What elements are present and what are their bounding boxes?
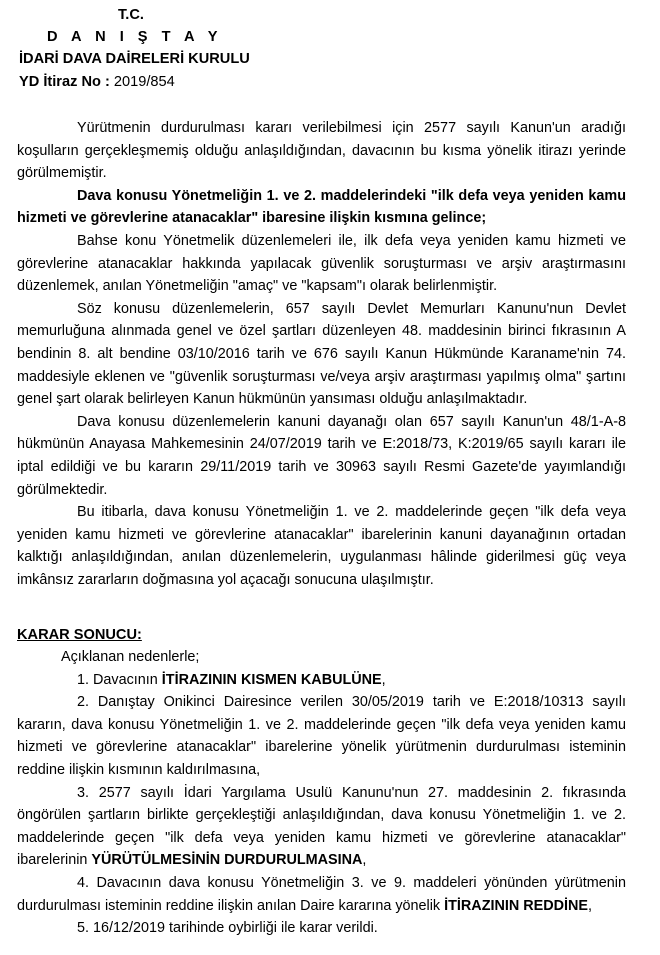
item-3-end: , [362, 852, 367, 869]
header-tc: T.C. [118, 7, 144, 23]
item-3-bold: YÜRÜTÜLMESİNİN DURDURULMASINA [91, 852, 363, 869]
decision-item-5: 5. 16/12/2019 tarihinde oybirliği ile karar verildi. [77, 920, 378, 937]
decision-intro: Açıklanan nedenlerle; [61, 649, 200, 665]
decision-item-4 [17, 872, 626, 917]
header-board-name: İDARİ DAVA DAİRELERİ KURULU [19, 51, 250, 67]
case-number-value: 2019/854 [113, 74, 175, 90]
decision-item-3 [17, 782, 626, 872]
paragraph-6: Bu itibarla, dava konusu Yönetmeliğin 1. ve 2. maddelerinde geçen "ilk defa veya yeniden kamu hizmeti ve görevlerine atanacaklar" ibarelerinin kanuni dayanağının ortadan kalktığı anlaşıldığından, anılan düzenlemelerin, uygulanması hâlinde giderilmesi güç veya imkânsız zararların doğmasına yol açacağı sonucuna ulaşılmıştır. [17, 504, 626, 588]
paragraph-3: Bahse konu Yönetmelik düzenlemeleri ile, ilk defa veya yeniden kamu hizmeti ve görevlerine atanacaklar hakkında yapılacak güvenlik soruşturması ve arşiv araştırmasını düzenlemek, anılan Yönetmeliğin "amaç" ve "kapsam"ı olarak belirlenmiştir. [17, 232, 626, 295]
paragraph-5: Dava konusu düzenlemelerin kanuni dayanağı olan 657 sayılı Kanun'un 48/1-A-8 hükmünün Anayasa Mahkemesinin 24/07/2019 tarih ve E:2018/73, K:2019/65 sayılı kararı ile iptal edildiği ve bu kararın 29/11/2019 tarih ve 30963 sayılı Resmi Gazete'de yayımlandığı görülmektedir. [17, 413, 626, 498]
item-4-bold: İTİRAZININ REDDİNE [444, 897, 589, 914]
decision-section [17, 646, 626, 940]
item-1-text: 1. Davacının [77, 671, 162, 688]
item-1-bold: İTİRAZININ KISMEN KABULÜNE [161, 671, 382, 688]
item-4-text: 4. Davacının dava konusu Yönetmeliğin 3. ve 9. maddeleri yönünden yürütmenin durdurulması isteminin reddine ilişkin anılan Daire kararına yönelik [17, 874, 626, 914]
paragraph-4: Söz konusu düzenlemelerin, 657 sayılı Devlet Memurları Kanunu'nun Devlet memurluğuna alınmada genel ve özel şartları düzenleyen 48. maddesinin birinci fıkrasının A bendinin 8. alt bendine 03/10/2016 tarih ve 676 sayılı Kanun Hükmünde Karaname'nin 74. maddesiyle eklenen ve "güvenlik soruşturması ve/veya arşiv araştırması yapılmış olma" şartını genel şart olarak belirleyen Kanun hükmünün yansıması olduğu anlaşılmaktadır. [17, 300, 626, 408]
header-case-number-line [19, 73, 175, 91]
decision-item-2: 2. Danıştay Onikinci Dairesince verilen 30/05/2019 tarih ve E:2018/10313 sayılı kararın, dava konusu Yönetmeliğin 1. ve 2. maddelerinde geçen "ilk defa veya yeniden kamu hizmeti ve görevlerine atanacaklar" ibarelerine yönelik yürütmenin durdurulması isteminin reddine ilişkin kısmının kaldırılmasına, [17, 694, 626, 778]
paragraph-1: Yürütmenin durdurulması kararı verilebilmesi için 2577 sayılı Kanun'un aradığı koşulların gerçekleşmemiş olduğu anlaşıldığından, davacının bu kısma yönelik itirazı yerinde görülmemiştir. [17, 120, 626, 182]
item-3-text: 3. 2577 sayılı İdari Yargılama Usulü Kanunu'nun 27. maddesinin 2. fıkrasında öngörülen şartların birlikte gerçekleştiği anlaşıldığından, dava konusu Yönetmeliğin 1. ve 2. maddelerinde geçen "ilk defa veya yeniden kamu hizmeti ve görevlerine atanacaklar" ibarelerinin [17, 784, 626, 869]
header-court-name: D A N I Ş T A Y [47, 29, 223, 45]
reasoning-section [17, 117, 626, 591]
item-1-end: , [381, 671, 386, 688]
paragraph-2-bold: Dava konusu Yönetmeliğin 1. ve 2. maddelerindeki "ilk defa veya yeniden kamu hizmeti ve görevlerine atanacaklar" ibaresine ilişkin kısmına gelince; [17, 187, 626, 227]
case-number-label: YD İtiraz No : [19, 74, 110, 90]
item-4-end: , [588, 897, 593, 914]
decision-item-1 [17, 669, 626, 692]
decision-heading: KARAR SONUCU: [17, 627, 142, 643]
